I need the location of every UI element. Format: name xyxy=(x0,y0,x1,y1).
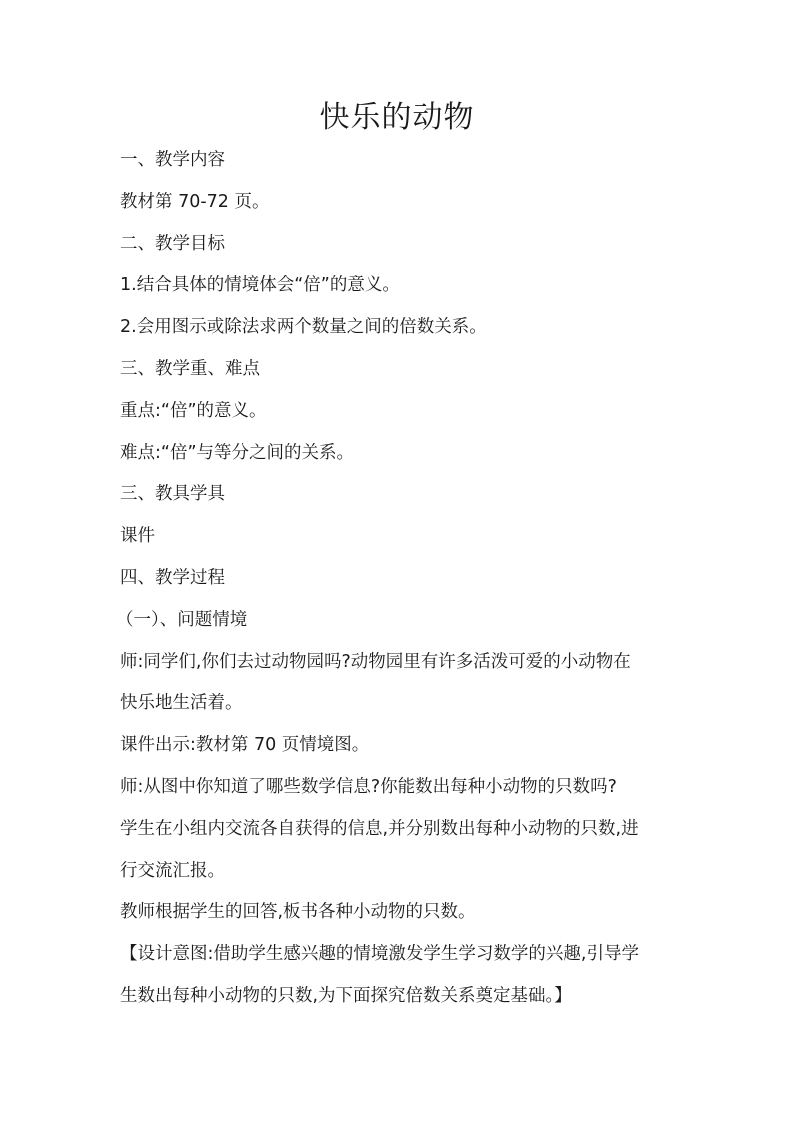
section-heading-content: 一、教学内容 xyxy=(120,150,225,170)
paragraph-line: 课件出示:教材第 70 页情境图。 xyxy=(120,735,370,756)
objective-1: 1.结合具体的情境体会“倍”的意义。 xyxy=(120,275,400,296)
section-heading-process: 四、教学过程 xyxy=(120,567,225,588)
paragraph-line: 师:同学们,你们去过动物园吗?动物园里有许多活泼可爱的小动物在 xyxy=(120,651,631,672)
section-heading-objectives: 二、教学目标 xyxy=(120,233,225,254)
objective-2: 2.会用图示或除法求两个数量之间的倍数关系。 xyxy=(120,317,487,338)
paragraph-line: 教师根据学生的回答,板书各种小动物的只数。 xyxy=(120,902,476,923)
design-intent-line: 【设计意图:借助学生感兴趣的情境激发学生学习数学的兴趣,引导学 xyxy=(120,944,639,965)
section-heading-key-points: 三、教学重、难点 xyxy=(120,358,260,379)
materials-item: 课件 xyxy=(120,526,155,547)
paragraph-line: 师:从图中你知道了哪些数学信息?你能数出每种小动物的只数吗? xyxy=(120,776,617,797)
paragraph-line: 行交流汇报。 xyxy=(120,860,225,881)
difficult-point: 难点:“倍”与等分之间的关系。 xyxy=(120,442,355,463)
key-point: 重点:“倍”的意义。 xyxy=(120,400,267,421)
paragraph-textbook-pages: 教材第 70-72 页。 xyxy=(120,191,270,212)
design-intent-line: 生数出每种小动物的只数,为下面探究倍数关系奠定基础。】 xyxy=(120,985,572,1006)
document-body xyxy=(116,140,680,1018)
subsection-heading-situation: （一）、问题情境 xyxy=(116,609,248,630)
section-heading-materials: 三、教具学具 xyxy=(120,484,225,505)
paragraph-line: 学生在小组内交流各自获得的信息,并分别数出每种小动物的只数,进 xyxy=(120,818,639,839)
document-title: 快乐的动物 xyxy=(319,100,475,135)
paragraph-line: 快乐地生活着。 xyxy=(120,693,243,714)
